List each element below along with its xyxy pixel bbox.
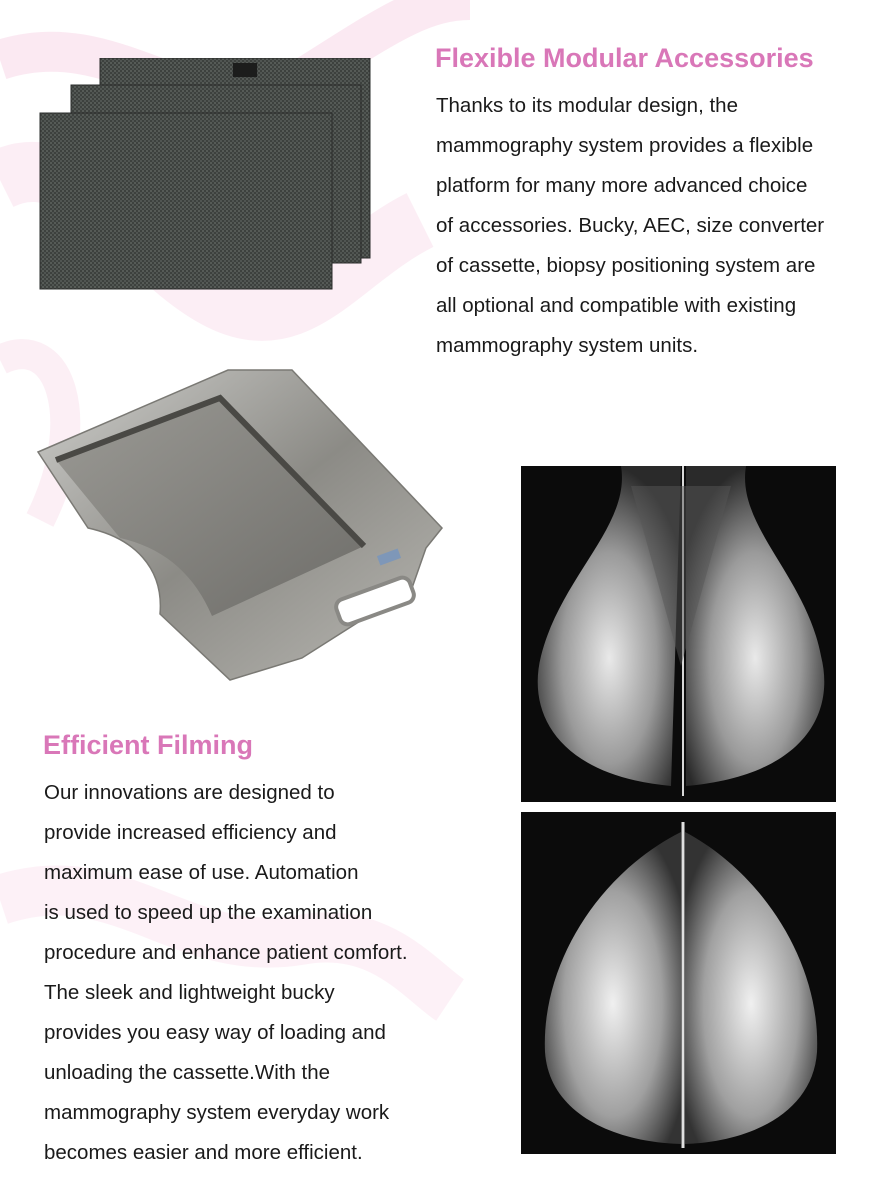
section-title-modular-accessories: Flexible Modular Accessories	[435, 43, 814, 73]
paragraph-line: platform for many more advanced choice	[436, 174, 808, 197]
paragraph-line: of cassette, biopsy positioning system are	[436, 254, 816, 277]
modular-accessories-paragraph	[436, 86, 824, 366]
paragraph-line: provide increased efficiency and	[44, 821, 337, 844]
bucky-tray-image	[34, 368, 444, 686]
paragraph-line: is used to speed up the examination	[44, 901, 373, 924]
paragraph-line: procedure and enhance patient comfort.	[44, 941, 408, 964]
paragraph-line: mammography system units.	[436, 334, 699, 357]
paragraph-line: becomes easier and more efficient.	[44, 1141, 363, 1164]
carbon-fiber-panels-image	[38, 58, 372, 292]
paragraph-line: mammography system provides a flexible	[436, 134, 814, 157]
paragraph-line: maximum ease of use. Automation	[44, 861, 359, 884]
paragraph-line: of accessories. Bucky, AEC, size converter	[436, 214, 825, 237]
mammogram-cc-image	[521, 812, 836, 1154]
paragraph-line: unloading the cassette.With the	[44, 1061, 331, 1084]
efficient-filming-paragraph	[44, 773, 408, 1173]
paragraph-line: mammography system everyday work	[44, 1101, 390, 1124]
mammogram-mlo-image	[521, 466, 836, 802]
paragraph-line: Our innovations are designed to	[44, 781, 335, 804]
paragraph-line: The sleek and lightweight bucky	[44, 981, 335, 1004]
section-title-efficient-filming: Efficient Filming	[43, 730, 254, 760]
paragraph-line: all optional and compatible with existing	[436, 294, 797, 317]
paragraph-line: Thanks to its modular design, the	[436, 94, 738, 117]
paragraph-line: provides you easy way of loading and	[44, 1021, 386, 1044]
